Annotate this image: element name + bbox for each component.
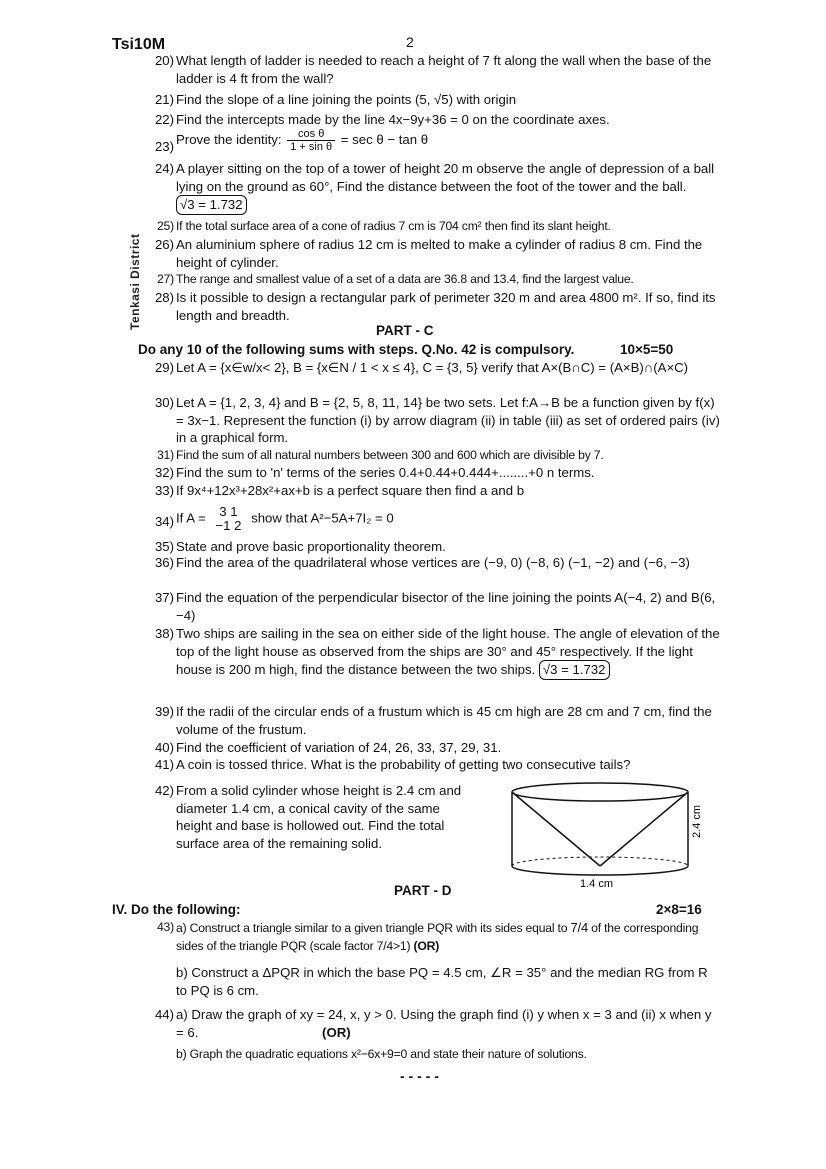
part-c-title: PART - C [376, 323, 434, 338]
sqrt3-note-38: √3 = 1.732 [539, 660, 610, 680]
end-mark: - - - - - [400, 1068, 439, 1084]
fraction-cos-over-1-plus-sin: $\frac{\text{cos θ}}{\text{1 + sin θ}}$ [287, 128, 335, 153]
question-20: 20) What length of ladder is needed to reach a height of 7 ft along the wall when the base of the ladder is 4 ft from the wall? [154, 53, 712, 86]
question-44a: 44) a) Draw the graph of xy = 24, x, y > 0. Using the graph find (i) y when x = 3 and (ii) x when y = 6. (OR) [154, 1007, 712, 1040]
part-d-section: IV. Do the following: [112, 902, 241, 917]
question-28: 28) Is it possible to design a rectangular park of perimeter 320 m and area 4800 m². If so, find its length and breadth. [154, 290, 716, 323]
question-30: 30) Let A = {1, 2, 3, 4} and B = {2, 5, 8, 11, 14} be two sets. Let f:A→B be a function given by f(x) = 3x−1. Represent the function (i) by arrow diagram (ii) in table (iii) as set of ordered pairs (iv) in a graphical form. [154, 395, 720, 445]
question-44b: b) Graph the quadratic equations x²−6x+9=0 and state their nature of solutions. [176, 1047, 587, 1061]
question-26: 26) An aluminium sphere of radius 12 cm is melted to make a cylinder of radius 8 cm. Find the height of cylinder. [154, 237, 703, 270]
question-32: 32) Find the sum to 'n' terms of the series 0.4+0.44+0.444+........+0 n terms. [154, 465, 595, 480]
question-39: 39) If the radii of the circular ends of a frustum which is 45 cm high are 28 cm and 7 cm, find the volume of the frustum. [154, 704, 712, 737]
question-41: 41) A coin is tossed thrice. What is the probability of getting two consecutive tails? [154, 757, 631, 772]
question-23: 23) Prove the identity: $\frac{\text{cos θ}}{\text{1 + sin θ}}$ = sec θ − tan θ [154, 128, 429, 154]
question-22: 22) Find the intercepts made by the line 4x−9y+36 = 0 on the coordinate axes. [154, 112, 610, 127]
question-21: 21) Find the slope of a line joining the points (5, √5) with origin [154, 92, 517, 107]
side-watermark-text: Tenkasi District [128, 233, 142, 330]
question-34: 34) If A = 3 1 −1 2 show that A²−5A+7I₂ = 0 [154, 504, 394, 533]
question-35: 35) State and prove basic proportionality theorem. [154, 539, 446, 554]
cylinder-cone-figure [500, 780, 710, 890]
part-c-instruction: Do any 10 of the following sums with steps. Q.No. 42 is compulsory. [138, 342, 575, 357]
matrix-a: 3 1 −1 2 [215, 504, 242, 533]
question-33: 33) If 9x⁴+12x³+28x²+ax+b is a perfect square then find a and b [154, 483, 525, 498]
question-37: 37) Find the equation of the perpendicular bisector of the line joining the points A(−4, 2) and B(6, −4) [154, 590, 716, 623]
question-24: 24) A player sitting on the top of a tower of height 20 m observe the angle of depression of a ball lying on the ground as 60°, Find the distance between the foot of the tower and the ball. √3 = 1.732 [140, 160, 720, 215]
paper-code: Tsi10M [112, 36, 166, 53]
question-40: 40) Find the coefficient of variation of 24, 26, 33, 37, 29, 31. [154, 740, 502, 755]
part-d-title: PART - D [394, 883, 452, 898]
figure-width-label: 1.4 cm [580, 878, 614, 890]
part-d-marks: 2×8=16 [656, 902, 702, 917]
figure-height-label: 2.4 cm [691, 804, 703, 838]
question-38: 38) Two ships are sailing in the sea on either side of the light house. The angle of elevation of the top of the light house as observed from the ships are 30° and 45° respectively. If the light house is 200 m high, find the distance between the two ships. √3 = 1.732 [140, 625, 720, 680]
part-c-marks: 10×5=50 [620, 342, 674, 357]
question-43a: 43) a) Construct a triangle similar to a given triangle PQR with its sides equal to 7/4 of the corresponding sides of the triangle PQR (scale factor 7/4>1) (OR) [156, 920, 699, 953]
question-31: 31) Find the sum of all natural numbers between 300 and 600 which are divisible by 7. [156, 448, 604, 462]
question-25: 25) If the total surface area of a cone of radius 7 cm is 704 cm² then find its slant height. [156, 219, 611, 233]
question-36: 36) Find the area of the quadrilateral whose vertices are (−9, 0) (−8, 6) (−1, −2) and (−6, −3) [154, 555, 690, 570]
question-29: 29) Let A = {x∈w/x< 2}, B = {x∈N / 1 < x ≤ 4}, C = {3, 5} verify that A×(B∩C) = (A×B)∩(A×C) [154, 360, 689, 375]
question-42: 42) From a solid cylinder whose height is 2.4 cm and diameter 1.4 cm, a conical cavity of the same height and base is hollowed out. Find the total surface area of the remaining solid. [154, 783, 462, 851]
sqrt3-note: √3 = 1.732 [176, 195, 247, 215]
question-27: 27) The range and smallest value of a set of a data are 36.8 and 13.4, find the largest value. [156, 272, 634, 286]
page-number: 2 [406, 34, 414, 50]
question-43b: b) Construct a ΔPQR in which the base PQ = 4.5 cm, ∠R = 35° and the median RG from R to PQ is 6 cm. [176, 965, 708, 998]
